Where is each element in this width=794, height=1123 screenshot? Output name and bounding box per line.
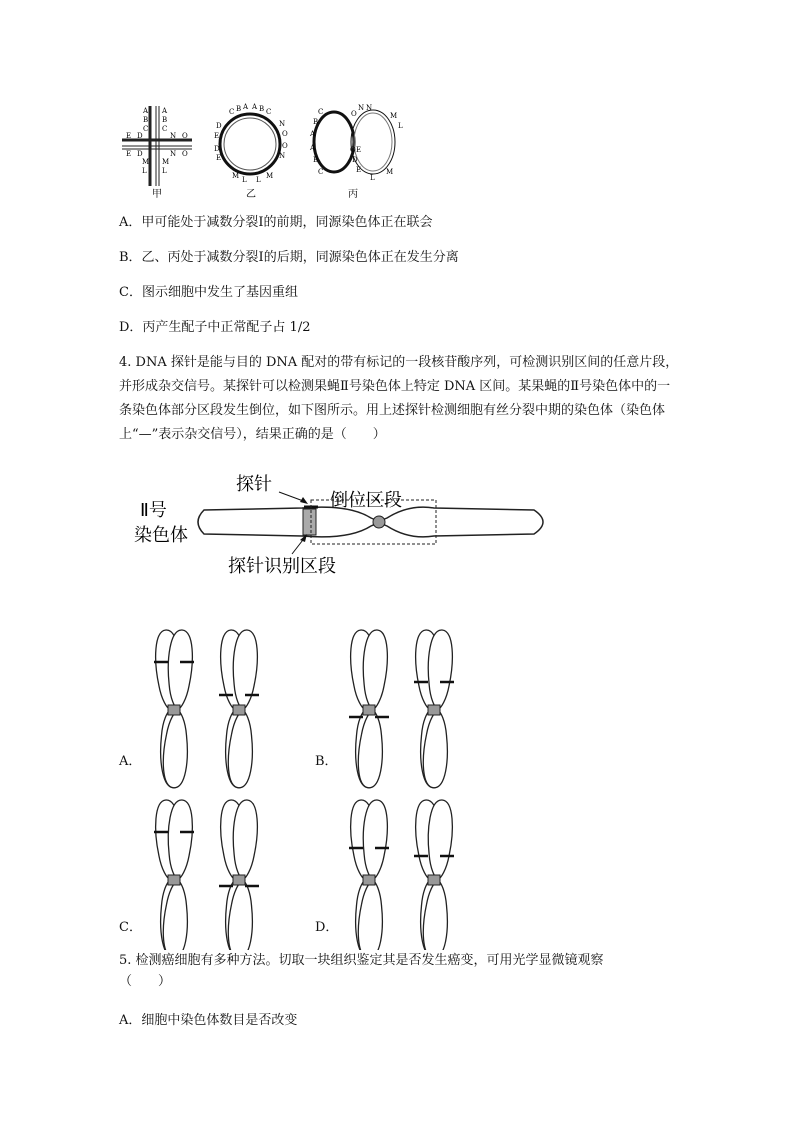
yi-letter: M <box>266 172 274 180</box>
bing-letter: O <box>351 110 357 118</box>
option-b-figure <box>349 629 454 788</box>
top-figure <box>110 98 410 203</box>
yi-letter: A <box>243 103 249 111</box>
bing-letter: L <box>370 174 375 182</box>
centromere <box>373 516 385 528</box>
yi-letter: C <box>229 108 235 116</box>
panel-label-yi: 乙 <box>246 189 256 200</box>
inversion-diagram <box>134 470 554 580</box>
yi-letter: O <box>282 142 288 150</box>
option-a-figure <box>154 629 259 788</box>
jia-letter: N <box>170 150 177 158</box>
q4-option-b-label: B． <box>315 754 338 769</box>
jia-letter: B <box>143 116 149 124</box>
figure-bing <box>309 104 403 200</box>
jia-letter: L <box>142 167 147 175</box>
bing-letter: L <box>398 122 403 130</box>
jia-letter: O <box>182 150 188 158</box>
jia-letter: D <box>137 150 143 158</box>
jia-letter: A <box>162 107 168 115</box>
panel-label-jia: 甲 <box>152 189 162 200</box>
panel-label-bing: 丙 <box>348 189 358 200</box>
bing-letter: N <box>358 104 365 112</box>
bing-letter: A <box>310 144 316 152</box>
bing-letter: E <box>356 146 362 154</box>
jia-letter: E <box>126 150 132 158</box>
bing-letter: B <box>313 156 319 164</box>
yi-letter: D <box>214 145 220 153</box>
yi-letter: E <box>216 154 222 162</box>
q3-option-a: A．甲可能处于减数分裂Ⅰ的前期，同源染色体正在联会 <box>119 215 433 230</box>
q4-option-a-label: A． <box>119 754 142 769</box>
q4-stem: 4. DNA 探针是能与目的 DNA 配对的带有标记的一段核苷酸序列，可检测识别区间的任意片段，并形成杂交信号。某探针可以检测果蝇Ⅱ号染色体上特定 DNA 区间。某果蝇的Ⅱ号染色体中的一条染色体部分区段发生倒位，如下图所示。用上述探针检测细胞有丝分裂中期的染色体（染色体上“—”表示杂交信号），结果正确的是（ ） <box>119 355 679 442</box>
q4-option-figures <box>110 610 510 950</box>
q5-stem-line1: 5. 检测癌细胞有多种方法。切取一块组织鉴定其是否发生癌变，可用光学显微镜观察 <box>119 953 604 968</box>
bing-letter: M <box>386 168 394 176</box>
q5-option-a: A．细胞中染色体数目是否改变 <box>119 1013 298 1028</box>
bing-letter: D <box>352 156 358 164</box>
bing-letter: O <box>350 146 356 154</box>
yi-letter: N <box>279 120 286 128</box>
yi-letter: A <box>252 103 258 111</box>
chromosome-label-line1: Ⅱ号 <box>140 500 167 521</box>
q3-option-b: B．乙、丙处于减数分裂Ⅰ的后期，同源染色体正在发生分离 <box>119 250 459 265</box>
bing-letter: E <box>356 166 362 174</box>
yi-letter: B <box>236 105 242 113</box>
probe-label: 探针 <box>236 474 272 495</box>
probe-recognition-region <box>303 509 316 535</box>
bing-letter: A <box>310 130 316 138</box>
jia-letter: M <box>142 158 150 166</box>
jia-letter: O <box>182 132 188 140</box>
jia-letter: B <box>162 116 168 124</box>
yi-letter: O <box>282 130 288 138</box>
yi-letter: D <box>216 122 222 130</box>
option-d-figure <box>349 799 454 950</box>
yi-letter: E <box>214 132 220 140</box>
jia-letter: C <box>143 125 149 133</box>
recognition-label: 探针识别区段 <box>228 556 336 577</box>
yi-letter: M <box>232 172 240 180</box>
yi-letter: C <box>266 108 272 116</box>
bing-letter: M <box>390 112 398 120</box>
q3-option-c: C．图示细胞中发生了基因重组 <box>119 285 298 300</box>
bing-letter: B <box>313 118 319 126</box>
jia-letter: C <box>162 125 168 133</box>
jia-letter: D <box>137 132 143 140</box>
figure-jia <box>122 106 192 200</box>
yi-letter: L <box>242 176 247 184</box>
jia-letter: M <box>162 158 170 166</box>
chromosome-body <box>198 507 543 537</box>
bing-letter: C <box>318 168 324 176</box>
jia-letter: E <box>126 132 132 140</box>
bing-letter: N <box>366 104 373 112</box>
q3-option-d: D．丙产生配子中正常配子占 1/2 <box>119 320 311 335</box>
q4-option-d-label: D． <box>315 920 339 935</box>
chromosome-label-line2: 染色体 <box>134 525 188 546</box>
yi-letter: B <box>259 105 265 113</box>
figure-yi <box>214 103 288 200</box>
yi-letter: L <box>256 176 261 184</box>
q5-stem-line2: （ ） <box>119 974 172 989</box>
bing-letter: C <box>318 108 324 116</box>
option-c-figure <box>154 799 259 950</box>
jia-letter: A <box>143 107 149 115</box>
jia-letter: L <box>162 167 167 175</box>
yi-letter: N <box>279 152 286 160</box>
inversion-label: 倒位区段 <box>330 490 402 511</box>
jia-letter: N <box>170 132 177 140</box>
q4-option-c-label: C． <box>119 920 142 935</box>
